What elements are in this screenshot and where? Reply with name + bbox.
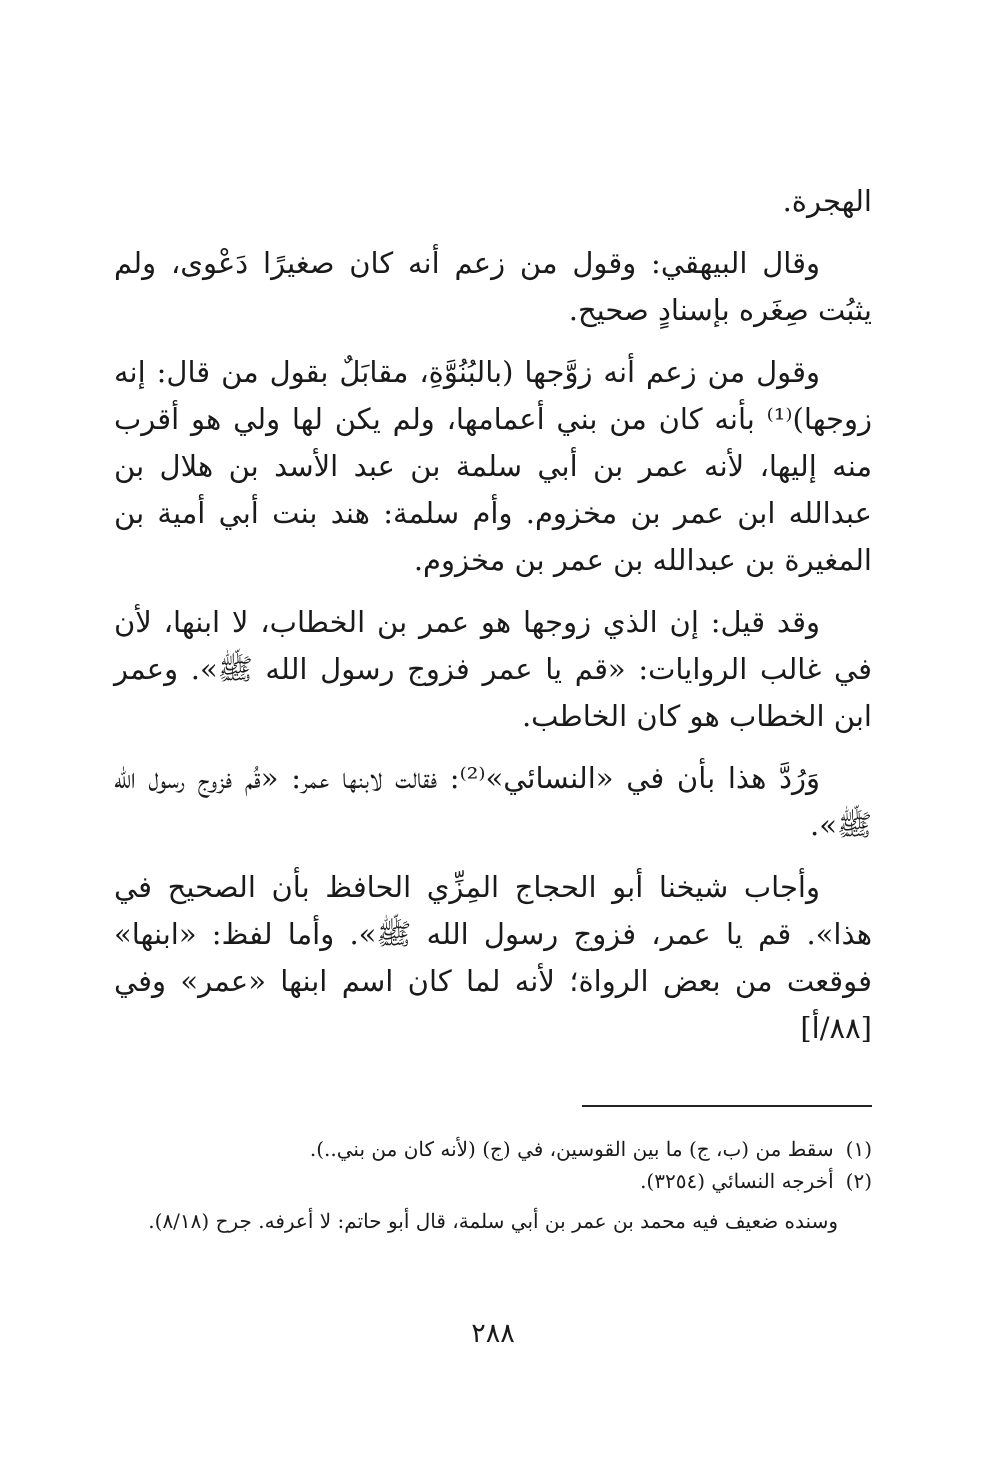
paragraph-marriage-claim: وقول من زعم أنه زوَّجها (بالبُنُوَّةِ، مقابَلٌ بقول من قال: إنه زوجها)⁽¹⁾ بأنه كان من بني أعمامها، ولم يكن لها ولي هو أقرب منه إليها، لأنه عمر بن أبي سلمة بن عبد الأسد بن هلال بن عبدالله ابن عمر بن مخزوم. وأم سلمة: هند بنت أبي أمية بن المغيرة بن عبدالله بن عمر بن مخزوم. [114,355,872,577]
footnote-text: أخرجه النسائي (٣٢٥٤). [640,1169,834,1193]
paragraph-umar-khattab: وقد قيل: إن الذي زوجها هو عمر بن الخطاب، لا ابنها، لأن في غالب الروايات: «قم يا عمر فزوج رسول الله ﷺ». وعمر ابن الخطاب هو كان الخاطب. [114,605,872,733]
footnote-divider [582,1105,872,1107]
footnote-number: (١) [845,1137,872,1161]
paragraph-hijra: الهجرة. [782,184,872,218]
footnote-1 [114,1133,872,1165]
main-text [114,178,872,1067]
footnote-2-continuation: وسنده ضعيف فيه محمد بن عمر بن أبي سلمة، قال أبو حاتم: لا أعرفه. جرح (٨/١٨). [148,1209,838,1233]
paragraph-bayhaqi: وقال البيهقي: وقول من زعم أنه كان صغيرًا دَعْوى، ولم يثبُت صِغَره بإسنادٍ صحيح. [114,246,872,327]
page-number: ٢٨٨ [471,1318,515,1349]
footnotes [114,1133,872,1237]
paragraph-nasai-rebuttal: وَرُدَّ هذا بأن في «النسائي»⁽²⁾: فقالت لابنها عمر: «قُم فزوج رسول الله ﷺ». [114,761,872,842]
footnote-text: سقط من (ب، ج) ما بين القوسين، في (ج) (لأنه كان من بني..). [309,1137,834,1161]
footnote-number: (٢) [845,1169,872,1193]
footnote-2 [114,1165,872,1197]
paragraph-mizzi-answer: وأجاب شيخنا أبو الحجاج المِزِّي الحافظ بأن الصحيح في هذا». قم يا عمر، فزوج رسول الله ﷺ». وأما لفظ: «ابنها» فوقعت من بعض الرواة؛ لأنه لما كان اسم ابنها «عمر» وفي [٨٨/أ] [114,870,872,1045]
